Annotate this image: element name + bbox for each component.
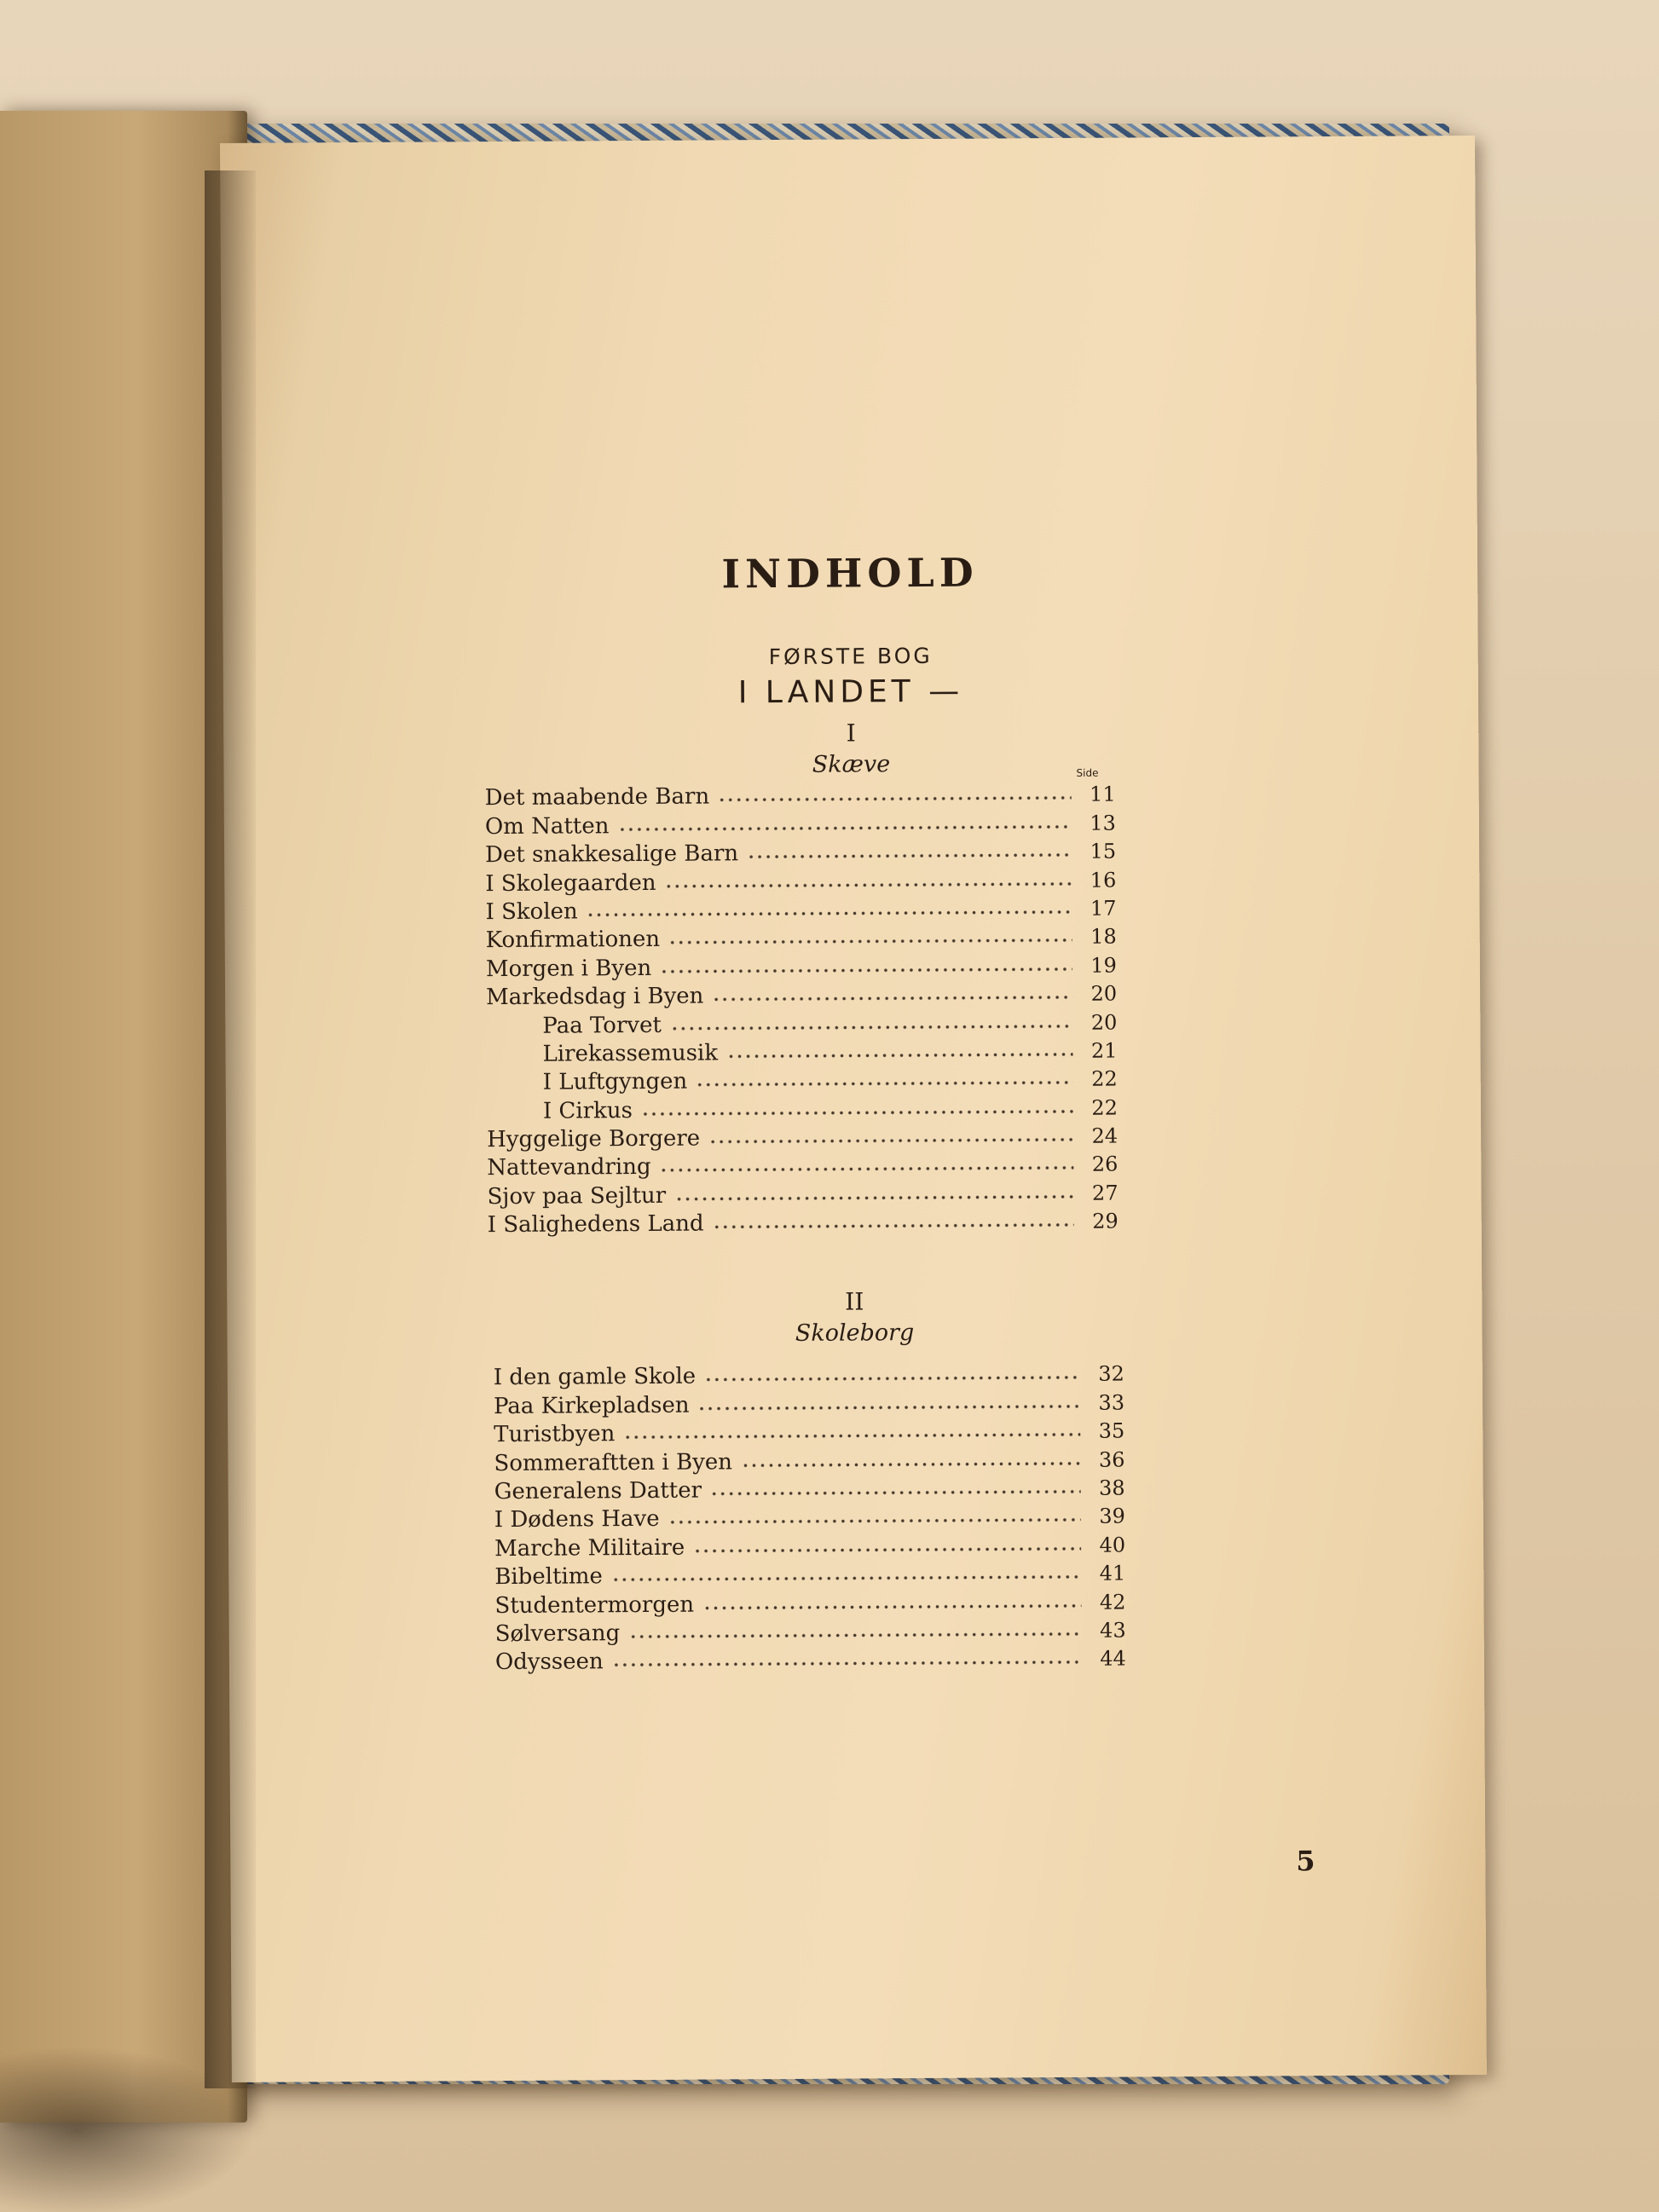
book-title: I LANDET — <box>737 673 964 711</box>
toc-entry-title: Odysseen <box>494 1649 604 1676</box>
section-number-2: II <box>845 1287 864 1316</box>
right-page <box>220 136 1487 2082</box>
dot-leader <box>718 796 1072 802</box>
toc-entry-page: 22 <box>1091 1066 1118 1092</box>
section-name-2: Skoleborg <box>795 1320 915 1347</box>
toc-entry-title: Generalens Datter <box>494 1477 702 1505</box>
book-gutter <box>205 170 256 2088</box>
toc-entry-title: Morgen i Byen <box>485 955 652 982</box>
dot-leader <box>674 1195 1073 1201</box>
toc-entry-title: Studentermorgen <box>494 1591 695 1619</box>
toc-entry-title: Det snakkesalige Barn <box>485 840 739 869</box>
toc-list-section-1 <box>485 779 1119 1239</box>
toc-entry-page: 43 <box>1100 1618 1126 1643</box>
toc-entry-page: 41 <box>1099 1561 1126 1585</box>
toc-entry-title: I Skolen <box>485 898 578 926</box>
book-label: FØRSTE BOG <box>768 643 933 670</box>
toc-entry-title: Markedsdag i Byen <box>486 983 704 1011</box>
toc-entry-title: Hyggelige Borgere <box>487 1125 701 1153</box>
section-name-1: Skæve <box>812 751 891 778</box>
toc-entry-title: Marche Militaire <box>494 1534 685 1562</box>
dot-leader <box>741 1461 1081 1466</box>
toc-entry-page: 13 <box>1090 811 1116 835</box>
toc-entry-title: I Salighedens Land <box>487 1210 704 1239</box>
dot-leader <box>617 825 1071 831</box>
toc-entry-page: 39 <box>1099 1504 1125 1529</box>
toc-entry <box>495 1614 1126 1647</box>
dot-leader <box>641 1110 1073 1116</box>
toc-subentry <box>487 1063 1118 1095</box>
page-title: INDHOLD <box>721 549 979 598</box>
dot-leader <box>665 881 1072 887</box>
dot-leader <box>726 1053 1072 1058</box>
dot-leader <box>587 910 1072 916</box>
toc-entry-title: I Dødens Have <box>494 1506 660 1533</box>
toc-entry-page: 17 <box>1090 896 1117 921</box>
toc-entry <box>486 921 1117 954</box>
toc-entry-page: 21 <box>1090 1038 1118 1063</box>
toc-entry-title: Konfirmationen <box>485 927 661 954</box>
dot-leader <box>712 996 1072 1002</box>
toc-entry <box>486 950 1117 982</box>
page-number: 5 <box>1296 1845 1315 1878</box>
toc-entry <box>488 1205 1119 1238</box>
dot-leader <box>713 1223 1074 1229</box>
toc-entry <box>485 892 1116 925</box>
dot-leader <box>708 1138 1073 1144</box>
toc-entry-title: Paa Torvet <box>542 1012 662 1039</box>
dot-leader <box>698 1405 1081 1411</box>
toc-entry-page: 15 <box>1090 839 1117 863</box>
toc-entry <box>494 1557 1125 1590</box>
dot-leader <box>660 1166 1074 1172</box>
toc-entry-page: 19 <box>1090 953 1117 978</box>
toc-entry <box>494 1529 1125 1562</box>
toc-entry-page: 33 <box>1098 1390 1125 1415</box>
toc-entry-title: I Luftgyngen <box>542 1068 688 1096</box>
toc-entry-page: 18 <box>1090 924 1117 950</box>
toc-entry <box>485 779 1116 811</box>
toc-entry-title: Sommeraftten i Byen <box>494 1448 733 1476</box>
toc-entry-title: Lirekassemusik <box>542 1040 719 1067</box>
toc-entry <box>495 1643 1126 1675</box>
toc-entry-page: 26 <box>1091 1152 1119 1177</box>
toc-entry <box>485 835 1116 868</box>
toc-entry-title: I den gamle Skole <box>493 1364 697 1391</box>
toc-entry-page: 36 <box>1098 1447 1125 1472</box>
toc-entry <box>487 1120 1118 1152</box>
dot-leader <box>696 1081 1073 1087</box>
dot-leader <box>747 853 1072 858</box>
side-column-label: Side <box>1076 766 1099 779</box>
toc-entry-title: Paa Kirkepladsen <box>493 1392 690 1419</box>
dot-leader <box>611 1575 1081 1581</box>
toc-entry-page: 22 <box>1091 1095 1119 1120</box>
toc-entry <box>494 1586 1125 1619</box>
toc-entry <box>494 1444 1124 1476</box>
toc-entry <box>487 1177 1118 1210</box>
toc-entry-page: 20 <box>1090 1010 1118 1035</box>
toc-entry-title: Det maabende Barn <box>484 783 710 811</box>
dot-leader <box>693 1547 1081 1553</box>
page-content <box>220 136 1487 2082</box>
toc-entry-title: Nattevandring <box>487 1154 651 1181</box>
dot-leader <box>710 1490 1081 1496</box>
toc-entry-page: 38 <box>1099 1476 1125 1500</box>
toc-entry-page: 42 <box>1099 1590 1126 1614</box>
dot-leader <box>623 1433 1080 1439</box>
toc-entry <box>485 807 1116 840</box>
toc-entry-page: 20 <box>1090 981 1118 1006</box>
toc-entry-page: 27 <box>1091 1181 1119 1205</box>
toc-entry-title: Turistbyen <box>494 1421 616 1448</box>
dot-leader <box>670 1024 1072 1030</box>
toc-entry-title: Sølversang <box>494 1620 621 1647</box>
toc-entry-page: 32 <box>1098 1361 1124 1387</box>
toc-subentry <box>486 1035 1117 1067</box>
dot-leader <box>668 1518 1081 1524</box>
dot-leader <box>628 1632 1081 1638</box>
toc-entry-title: Sjov paa Sejltur <box>487 1182 667 1210</box>
toc-subentry <box>486 1007 1117 1039</box>
toc-list-section-2 <box>494 1359 1126 1676</box>
toc-entry <box>494 1387 1124 1419</box>
toc-entry-page: 11 <box>1090 782 1116 807</box>
toc-subentry <box>487 1092 1118 1124</box>
toc-entry-title: Om Natten <box>484 813 610 840</box>
toc-entry-title: I Cirkus <box>542 1097 633 1124</box>
dot-leader <box>702 1603 1081 1609</box>
dot-leader <box>704 1376 1080 1382</box>
toc-entry <box>494 1500 1125 1533</box>
toc-entry <box>494 1472 1125 1505</box>
toc-entry-page: 40 <box>1099 1533 1126 1557</box>
toc-entry-page: 35 <box>1098 1418 1125 1443</box>
toc-entry-title: I Skolegaarden <box>485 869 656 897</box>
toc-entry <box>486 978 1117 1010</box>
section-number-1: I <box>846 719 856 748</box>
toc-entry <box>487 1149 1118 1181</box>
toc-entry-page: 24 <box>1091 1123 1119 1148</box>
toc-entry-page: 44 <box>1100 1646 1126 1672</box>
dot-leader <box>668 939 1072 944</box>
toc-entry-title: Bibeltime <box>494 1563 603 1591</box>
dot-leader <box>612 1660 1082 1666</box>
dot-leader <box>660 967 1072 973</box>
toc-entry-page: 16 <box>1090 868 1117 892</box>
toc-entry <box>494 1415 1124 1447</box>
toc-entry <box>485 864 1116 897</box>
toc-entry <box>494 1359 1124 1391</box>
toc-entry-page: 29 <box>1092 1209 1119 1234</box>
